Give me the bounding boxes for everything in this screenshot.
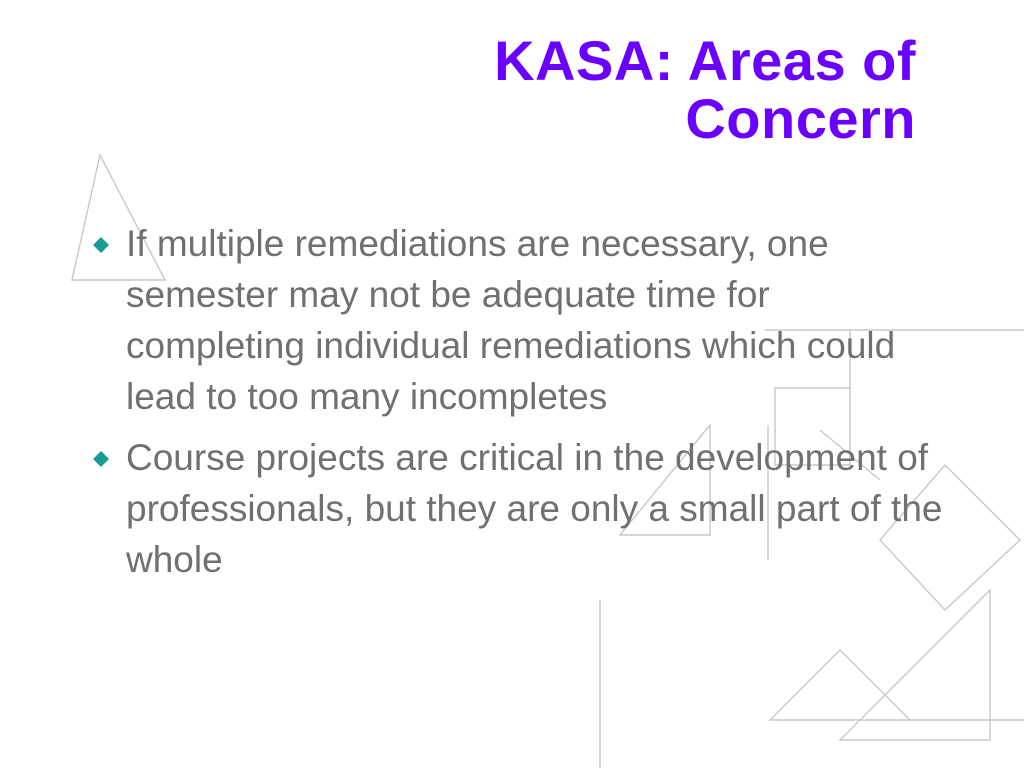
decoration-triangle-right <box>840 590 990 740</box>
bullet-text: If multiple remediations are necessary, one semester may not be adequate time for completing individual remediations which could lead to too many incompletes <box>126 223 896 417</box>
decoration-triangle-bottom <box>770 650 910 720</box>
bullet-list <box>88 218 968 595</box>
diamond-bullet-icon <box>92 236 110 254</box>
slide-title <box>300 29 916 150</box>
diamond-bullet-icon <box>92 450 110 468</box>
slide-title-line-2: Concern <box>685 87 916 150</box>
bullet-item <box>88 218 968 422</box>
bullet-item <box>88 432 968 585</box>
bullet-text: Course projects are critical in the development of professionals, but they are only a small part of the whole <box>126 437 943 580</box>
slide-title-line-1: KASA: Areas of <box>494 29 916 92</box>
